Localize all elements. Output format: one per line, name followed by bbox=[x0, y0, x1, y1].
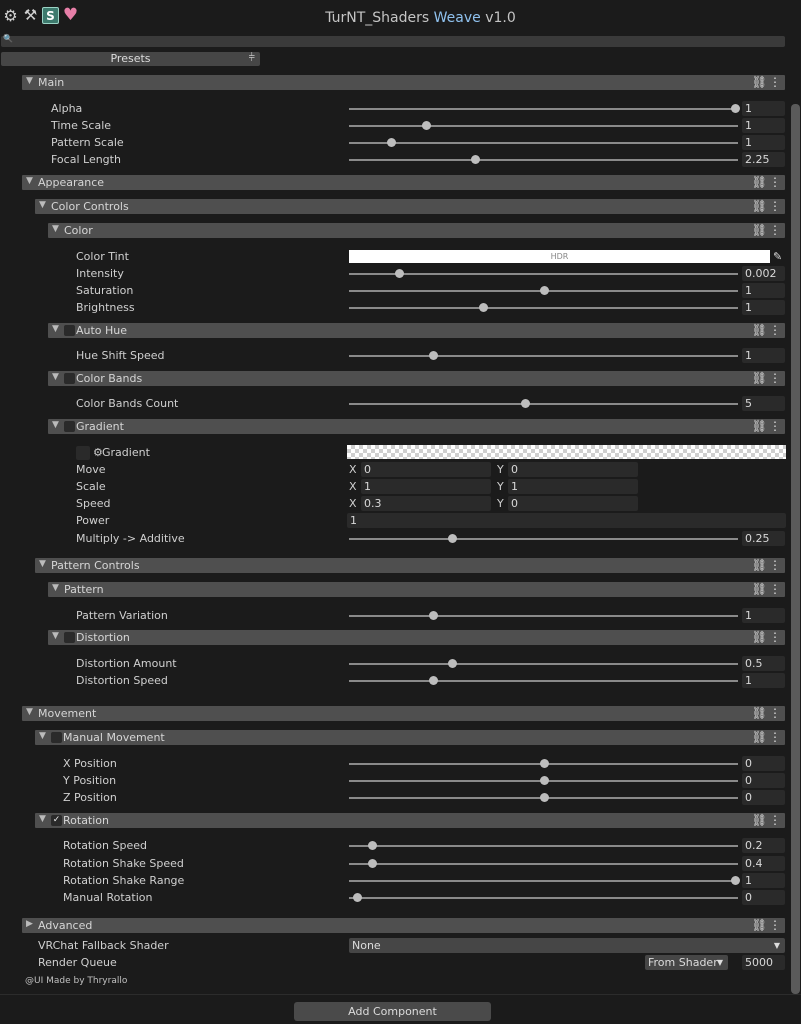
property-rotation-speed bbox=[0, 838, 801, 854]
move-y-field[interactable]: 0 bbox=[508, 462, 638, 477]
section-label: Movement bbox=[38, 707, 97, 720]
property-label: Pattern Scale bbox=[51, 136, 124, 149]
property-label: Pattern Variation bbox=[76, 609, 168, 622]
y-label: Y bbox=[497, 497, 504, 510]
property-color-tint bbox=[0, 249, 801, 265]
dropdown-value: None bbox=[352, 939, 381, 952]
property-label: Rotation Shake Speed bbox=[63, 857, 184, 870]
value-field[interactable]: 0 bbox=[742, 790, 785, 805]
more-vertical-icon[interactable]: ⋮ bbox=[769, 706, 781, 720]
expand-arrow-icon[interactable]: ▼ bbox=[52, 583, 59, 593]
property-rotation-shake-range bbox=[0, 873, 801, 889]
link-icon[interactable]: ⛓ bbox=[751, 223, 767, 237]
property-label: Color Bands Count bbox=[76, 397, 179, 410]
value-field[interactable]: 1 bbox=[742, 135, 785, 150]
slider-handle[interactable] bbox=[353, 893, 362, 902]
property-multiply-additive bbox=[0, 531, 801, 547]
more-vertical-icon[interactable]: ⋮ bbox=[769, 199, 781, 213]
link-icon[interactable]: ⛓ bbox=[751, 706, 767, 720]
property-y-position bbox=[0, 773, 801, 789]
expand-arrow-icon[interactable]: ▼ bbox=[26, 176, 33, 186]
slider-track[interactable] bbox=[349, 125, 738, 127]
value-field[interactable]: 1 bbox=[742, 118, 785, 133]
manual-movement-checkbox[interactable] bbox=[51, 732, 62, 743]
shader-title bbox=[0, 10, 801, 26]
section-label: Advanced bbox=[38, 919, 93, 932]
dropdown-value: From Shader bbox=[648, 956, 718, 969]
value-field[interactable]: 0.2 bbox=[742, 838, 785, 853]
slider-track[interactable] bbox=[349, 538, 738, 540]
y-label: Y bbox=[497, 480, 504, 493]
sliders-icon[interactable]: ⫩ bbox=[248, 51, 255, 64]
collapse-arrow-icon[interactable]: ▶ bbox=[26, 919, 33, 929]
more-vertical-icon[interactable]: ⋮ bbox=[769, 630, 781, 644]
slider-track[interactable] bbox=[349, 880, 738, 882]
link-icon[interactable]: ⛓ bbox=[751, 582, 767, 596]
slider-handle[interactable] bbox=[521, 399, 530, 408]
more-vertical-icon[interactable]: ⋮ bbox=[769, 371, 781, 385]
color-bands-checkbox[interactable] bbox=[64, 373, 75, 384]
link-icon[interactable]: ⛓ bbox=[751, 175, 767, 189]
slider-handle[interactable] bbox=[429, 676, 438, 685]
value-field[interactable]: 0 bbox=[742, 756, 785, 771]
slider-handle[interactable] bbox=[540, 759, 549, 768]
slider-handle[interactable] bbox=[540, 776, 549, 785]
scale-y-field[interactable]: 1 bbox=[508, 479, 638, 494]
x-label: X bbox=[349, 480, 357, 493]
expand-arrow-icon[interactable]: ▼ bbox=[39, 200, 46, 210]
divider bbox=[0, 994, 801, 995]
slider-handle[interactable] bbox=[479, 303, 488, 312]
expand-arrow-icon[interactable]: ▼ bbox=[39, 559, 46, 569]
slider-track[interactable] bbox=[349, 108, 738, 110]
property-render-queue bbox=[0, 955, 801, 971]
section-label: Pattern Controls bbox=[51, 559, 140, 572]
slider-track[interactable] bbox=[349, 159, 738, 161]
section-pattern-controls-header[interactable] bbox=[35, 558, 785, 573]
slider-handle[interactable] bbox=[429, 351, 438, 360]
value-field[interactable]: 1 bbox=[742, 101, 785, 116]
value-field[interactable]: 1 bbox=[742, 873, 785, 888]
section-label: Color Controls bbox=[51, 200, 129, 213]
property-x-position bbox=[0, 756, 801, 772]
section-label: Pattern bbox=[64, 583, 104, 596]
section-label: Rotation bbox=[63, 814, 110, 827]
property-intensity bbox=[0, 266, 801, 282]
property-label: Z Position bbox=[63, 791, 117, 804]
value-field[interactable]: 0.4 bbox=[742, 856, 785, 871]
section-label: Auto Hue bbox=[76, 324, 128, 337]
slider-track[interactable] bbox=[349, 845, 738, 847]
link-icon[interactable]: ⛓ bbox=[751, 558, 767, 572]
more-vertical-icon[interactable]: ⋮ bbox=[769, 582, 781, 596]
slider-handle[interactable] bbox=[731, 104, 740, 113]
property-label: Focal Length bbox=[51, 153, 121, 166]
more-vertical-icon[interactable]: ⋮ bbox=[769, 323, 781, 337]
expand-arrow-icon[interactable]: ▼ bbox=[39, 814, 46, 824]
expand-arrow-icon[interactable]: ▼ bbox=[39, 731, 46, 741]
value-field[interactable]: 0.002 bbox=[742, 266, 785, 281]
gradient-checkbox[interactable] bbox=[64, 421, 75, 432]
slider-track[interactable] bbox=[349, 897, 738, 899]
search-icon: 🔍 bbox=[3, 34, 13, 43]
presets-button[interactable] bbox=[1, 52, 260, 66]
section-main-header[interactable] bbox=[22, 75, 785, 90]
shader-s-icon[interactable]: S bbox=[42, 7, 59, 24]
chevron-down-icon: ▼ bbox=[716, 958, 723, 967]
slider-handle[interactable] bbox=[429, 611, 438, 620]
slider-track[interactable] bbox=[349, 403, 738, 405]
value-field[interactable]: 1 bbox=[742, 300, 785, 315]
property-label: Power bbox=[76, 514, 110, 527]
property-rotation-shake-speed bbox=[0, 856, 801, 872]
property-label: Distortion Speed bbox=[76, 674, 168, 687]
property-label: X Position bbox=[63, 757, 117, 770]
property-focal-length bbox=[0, 152, 801, 168]
search-input[interactable] bbox=[1, 36, 785, 47]
section-label: Manual Movement bbox=[63, 731, 165, 744]
slider-handle[interactable] bbox=[448, 534, 457, 543]
more-vertical-icon[interactable]: ⋮ bbox=[769, 558, 781, 572]
property-label: Hue Shift Speed bbox=[76, 349, 165, 362]
chevron-down-icon: ▼ bbox=[773, 941, 780, 950]
gear-icon[interactable]: ⚙ bbox=[93, 446, 103, 459]
property-label: Speed bbox=[76, 497, 111, 510]
more-vertical-icon[interactable]: ⋮ bbox=[769, 813, 781, 827]
section-label: Color bbox=[64, 224, 93, 237]
more-vertical-icon[interactable]: ⋮ bbox=[769, 175, 781, 189]
fallback-shader-dropdown[interactable] bbox=[349, 938, 785, 953]
property-label: Time Scale bbox=[51, 119, 112, 132]
link-icon[interactable]: ⛓ bbox=[751, 918, 767, 932]
expand-arrow-icon[interactable]: ▼ bbox=[26, 707, 33, 717]
inspector-topbar bbox=[0, 0, 801, 36]
property-label: Brightness bbox=[76, 301, 135, 314]
property-label: Rotation Speed bbox=[63, 839, 147, 852]
property-label: Intensity bbox=[76, 267, 124, 280]
slider-track[interactable] bbox=[349, 863, 738, 865]
value-field[interactable]: 0.25 bbox=[742, 531, 785, 546]
property-label: VRChat Fallback Shader bbox=[38, 939, 169, 952]
distortion-checkbox[interactable] bbox=[64, 632, 75, 643]
property-label: Gradient bbox=[102, 446, 150, 459]
value-field[interactable]: 0 bbox=[742, 890, 785, 905]
property-power bbox=[0, 513, 801, 529]
more-vertical-icon[interactable]: ⋮ bbox=[769, 419, 781, 433]
expand-arrow-icon[interactable]: ▼ bbox=[52, 324, 59, 334]
slider-track[interactable] bbox=[349, 680, 738, 682]
add-component-button[interactable]: Add Component bbox=[294, 1002, 491, 1021]
section-auto-hue-header[interactable] bbox=[48, 323, 785, 338]
more-vertical-icon[interactable]: ⋮ bbox=[769, 75, 781, 89]
expand-arrow-icon[interactable]: ▼ bbox=[52, 420, 59, 430]
slider-track[interactable] bbox=[349, 307, 738, 309]
property-manual-rotation bbox=[0, 890, 801, 906]
property-time-scale bbox=[0, 118, 801, 134]
move-x-field[interactable]: 0 bbox=[361, 462, 491, 477]
property-label: Manual Rotation bbox=[63, 891, 153, 904]
speed-x-field[interactable]: 0.3 bbox=[361, 496, 491, 511]
section-label: Color Bands bbox=[76, 372, 143, 385]
property-pattern-variation bbox=[0, 608, 801, 624]
link-icon[interactable]: ⛓ bbox=[751, 371, 767, 385]
x-label: X bbox=[349, 463, 357, 476]
property-brightness bbox=[0, 300, 801, 316]
link-icon[interactable]: ⛓ bbox=[751, 813, 767, 827]
section-color-controls-header[interactable] bbox=[35, 199, 785, 214]
slider-track[interactable] bbox=[349, 663, 738, 665]
presets-label: Presets bbox=[110, 52, 151, 65]
property-distortion-amount bbox=[0, 656, 801, 672]
speed-y-field[interactable]: 0 bbox=[508, 496, 638, 511]
power-field[interactable]: 1 bbox=[347, 513, 786, 528]
expand-arrow-icon[interactable]: ▼ bbox=[52, 224, 59, 234]
title-prefix: TurNT_Shaders bbox=[325, 10, 430, 26]
gear-icon[interactable]: ⚙ bbox=[3, 5, 18, 25]
link-icon[interactable]: ⛓ bbox=[751, 730, 767, 744]
eyedropper-icon[interactable]: ✎ bbox=[773, 250, 783, 263]
value-field[interactable]: 0 bbox=[742, 773, 785, 788]
heart-icon[interactable]: ♥ bbox=[62, 5, 79, 25]
slider-handle[interactable] bbox=[731, 876, 740, 885]
section-rotation-header[interactable] bbox=[35, 813, 785, 828]
scale-x-field[interactable]: 1 bbox=[361, 479, 491, 494]
property-label: Move bbox=[76, 463, 106, 476]
slider-handle[interactable] bbox=[422, 121, 431, 130]
property-label: Y Position bbox=[63, 774, 117, 787]
title-name: Weave bbox=[433, 10, 481, 26]
value-field[interactable]: 1 bbox=[742, 608, 785, 623]
property-z-position bbox=[0, 790, 801, 806]
property-pattern-scale bbox=[0, 135, 801, 151]
section-color-bands-header[interactable] bbox=[48, 371, 785, 386]
section-label: Appearance bbox=[38, 176, 105, 189]
section-label: Gradient bbox=[76, 420, 124, 433]
slider-handle[interactable] bbox=[540, 793, 549, 802]
property-fallback-shader bbox=[0, 938, 801, 954]
credit-text: @UI Made by Thryrallo bbox=[25, 976, 128, 986]
slider-track[interactable] bbox=[349, 615, 738, 617]
rotation-checkbox[interactable]: ✓ bbox=[52, 815, 61, 825]
render-queue-mode-dropdown[interactable] bbox=[645, 955, 728, 970]
slider-handle[interactable] bbox=[395, 269, 404, 278]
slider-track[interactable] bbox=[349, 273, 738, 275]
property-label: Multiply -> Additive bbox=[76, 532, 185, 545]
value-field[interactable]: 5 bbox=[742, 396, 785, 411]
more-vertical-icon[interactable]: ⋮ bbox=[769, 730, 781, 744]
value-field[interactable]: 2.25 bbox=[742, 152, 785, 167]
property-label: Render Queue bbox=[38, 956, 117, 969]
link-icon[interactable]: ⛓ bbox=[751, 419, 767, 433]
render-queue-field[interactable]: 5000 bbox=[742, 955, 785, 970]
x-label: X bbox=[349, 497, 357, 510]
slider-handle[interactable] bbox=[540, 286, 549, 295]
expand-arrow-icon[interactable]: ▼ bbox=[52, 631, 59, 641]
slider-track[interactable] bbox=[349, 142, 738, 144]
section-appearance-header[interactable] bbox=[22, 175, 785, 190]
section-label: Distortion bbox=[76, 631, 130, 644]
section-gradient-header[interactable] bbox=[48, 419, 785, 434]
value-field[interactable]: 0.5 bbox=[742, 656, 785, 671]
y-label: Y bbox=[497, 463, 504, 476]
link-icon[interactable]: ⛓ bbox=[751, 323, 767, 337]
gradient-texture-slot[interactable] bbox=[76, 446, 90, 460]
link-icon[interactable]: ⛓ bbox=[751, 199, 767, 213]
link-icon[interactable]: ⛓ bbox=[751, 630, 767, 644]
gradient-field[interactable] bbox=[347, 445, 786, 459]
slider-track[interactable] bbox=[349, 355, 738, 357]
section-movement-header[interactable] bbox=[22, 706, 785, 721]
property-distortion-speed bbox=[0, 673, 801, 689]
slider-handle[interactable] bbox=[471, 155, 480, 164]
property-label: Distortion Amount bbox=[76, 657, 177, 670]
property-label: Saturation bbox=[76, 284, 134, 297]
link-icon[interactable]: ⛓ bbox=[751, 75, 767, 89]
value-field[interactable]: 1 bbox=[742, 348, 785, 363]
section-color-header[interactable] bbox=[48, 223, 785, 238]
section-label: Main bbox=[38, 76, 65, 89]
property-label: Color Tint bbox=[76, 250, 129, 263]
more-vertical-icon[interactable]: ⋮ bbox=[769, 918, 781, 932]
value-field[interactable]: 1 bbox=[742, 673, 785, 688]
property-label: Scale bbox=[76, 480, 106, 493]
section-distortion-header[interactable] bbox=[48, 630, 785, 645]
slider-handle[interactable] bbox=[448, 659, 457, 668]
color-tint-field[interactable]: HDR bbox=[349, 250, 770, 263]
value-field[interactable]: 1 bbox=[742, 283, 785, 298]
slider-handle[interactable] bbox=[387, 138, 396, 147]
property-scale bbox=[0, 479, 801, 495]
property-hue-shift-speed bbox=[0, 348, 801, 364]
property-speed bbox=[0, 496, 801, 512]
expand-arrow-icon[interactable]: ▼ bbox=[26, 76, 33, 86]
auto-hue-checkbox[interactable] bbox=[64, 325, 75, 336]
slider-handle[interactable] bbox=[368, 841, 377, 850]
slider-handle[interactable] bbox=[368, 859, 377, 868]
section-advanced-header[interactable] bbox=[22, 918, 785, 933]
more-vertical-icon[interactable]: ⋮ bbox=[769, 223, 781, 237]
property-label: Rotation Shake Range bbox=[63, 874, 185, 887]
property-label: Alpha bbox=[51, 102, 83, 115]
property-gradient bbox=[0, 445, 801, 461]
expand-arrow-icon[interactable]: ▼ bbox=[52, 372, 59, 382]
tools-icon[interactable]: ⚒ bbox=[23, 6, 38, 24]
section-manual-movement-header[interactable] bbox=[35, 730, 785, 745]
property-color-bands-count bbox=[0, 396, 801, 412]
section-pattern-header[interactable] bbox=[48, 582, 785, 597]
property-alpha bbox=[0, 101, 801, 117]
title-version: v1.0 bbox=[485, 10, 516, 26]
property-move bbox=[0, 462, 801, 478]
property-saturation bbox=[0, 283, 801, 299]
